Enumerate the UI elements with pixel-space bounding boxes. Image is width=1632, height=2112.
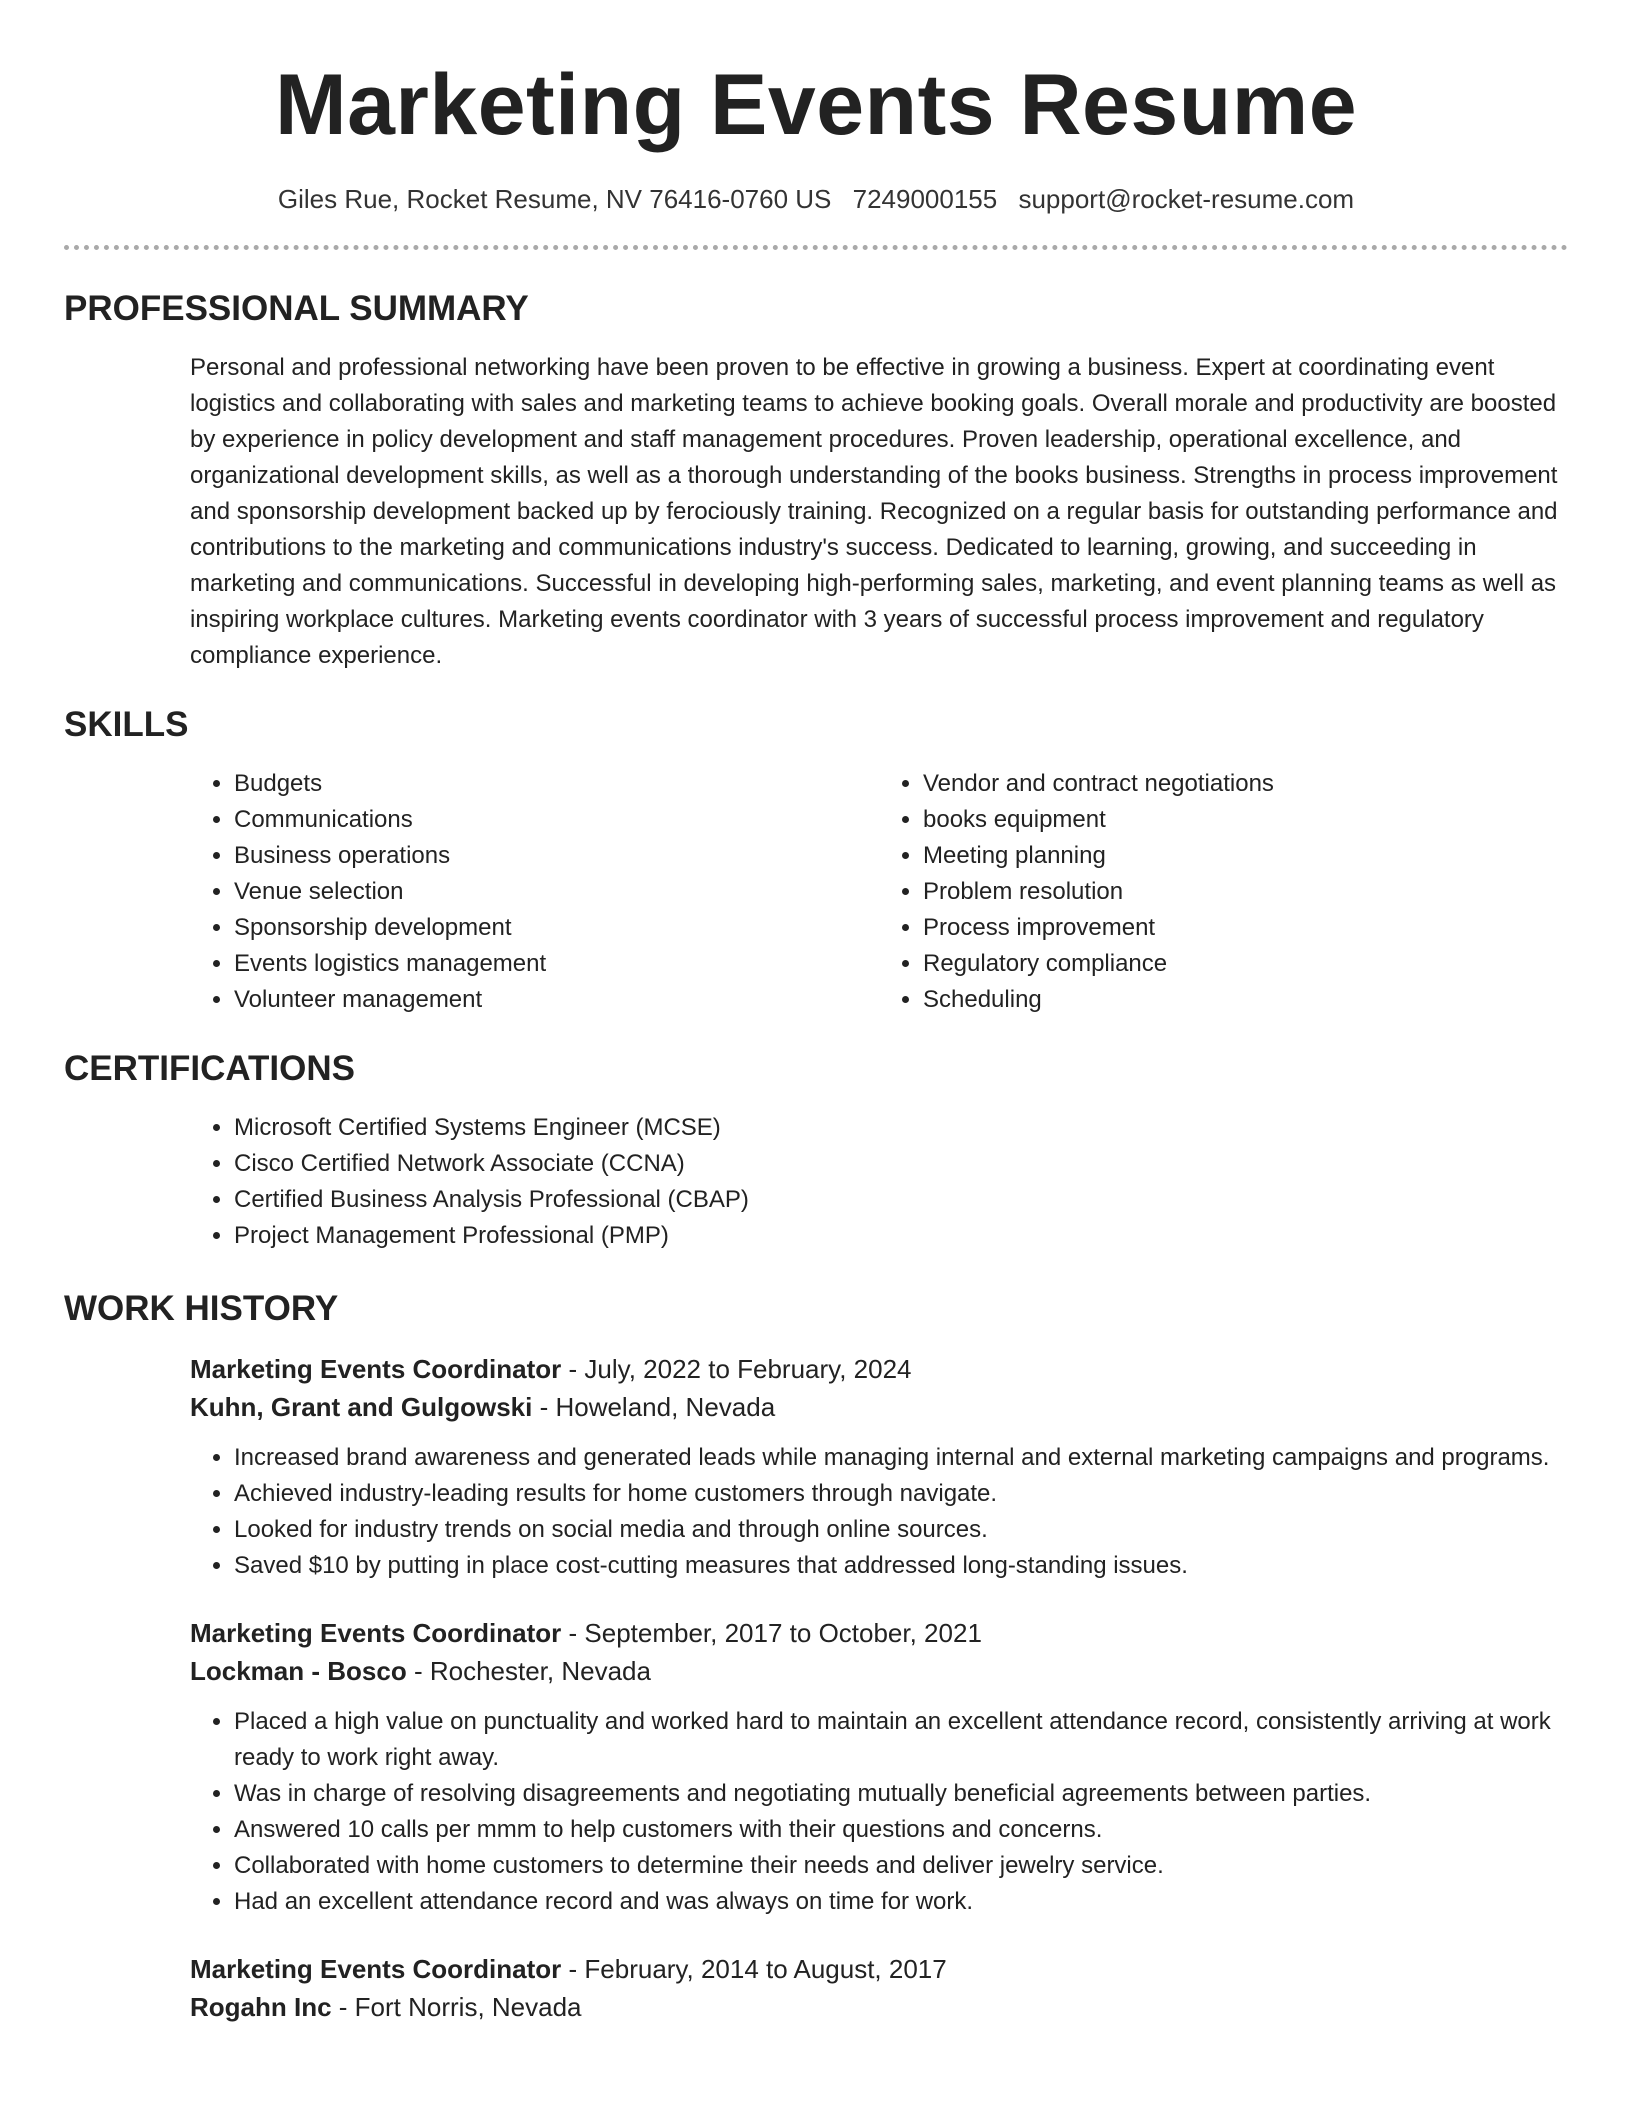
- skill-item: • Business operations: [234, 838, 879, 874]
- work-history-section: [64, 1288, 1568, 2026]
- job-location: - Howeland, Nevada: [539, 1392, 776, 1422]
- certifications-section: [64, 1048, 1568, 1254]
- job-company: Kuhn, Grant and Gulgowski: [190, 1392, 533, 1422]
- skill-item: • Volunteer management: [234, 982, 879, 1018]
- job-bullet: • Placed a high value on punctuality and worked hard to maintain an excellent attendance record, consistently arriving at work ready to work right away.: [234, 1704, 1568, 1776]
- skill-item: • Venue selection: [234, 874, 879, 910]
- job-location: - Fort Norris, Nevada: [338, 1992, 582, 2022]
- skills-section: [64, 704, 1568, 1018]
- contact-address: Giles Rue, Rocket Resume, NV 76416-0760 US: [277, 184, 832, 214]
- contact-phone[interactable]: 7249000155: [852, 184, 998, 214]
- job-bullet: • Increased brand awareness and generated leads while managing internal and external marketing campaigns and programs.: [234, 1440, 1568, 1476]
- contact-email[interactable]: support@rocket-resume.com: [1018, 184, 1355, 214]
- work-history-heading: WORK HISTORY: [64, 1289, 339, 1328]
- job-bullet: • Was in charge of resolving disagreements and negotiating mutually beneficial agreements between parties.: [234, 1776, 1568, 1812]
- header-divider: [64, 245, 1568, 250]
- skill-item: • Process improvement: [923, 910, 1568, 946]
- certification-item: • Certified Business Analysis Professional (CBAP): [234, 1182, 1568, 1218]
- job-bullet: • Collaborated with home customers to determine their needs and deliver jewelry service.: [234, 1848, 1568, 1884]
- job-dates: - February, 2014 to August, 2017: [568, 1954, 947, 1984]
- job-bullet: • Looked for industry trends on social media and through online sources.: [234, 1512, 1568, 1548]
- skills-heading: SKILLS: [64, 705, 189, 744]
- job-company-line: [190, 1388, 1568, 1426]
- job-company: Lockman - Bosco: [190, 1656, 407, 1686]
- skill-item: • Communications: [234, 802, 879, 838]
- job-title-line: [190, 1350, 1568, 1388]
- job-entry: [190, 1350, 1568, 1584]
- job-dates: - September, 2017 to October, 2021: [568, 1618, 982, 1648]
- job-title: Marketing Events Coordinator: [190, 1354, 562, 1384]
- job-bullet: • Had an excellent attendance record and was always on time for work.: [234, 1884, 1568, 1920]
- skill-item: • Problem resolution: [923, 874, 1568, 910]
- job-bullets: [190, 1440, 1568, 1584]
- work-history-body: [190, 1350, 1568, 2026]
- job-title: Marketing Events Coordinator: [190, 1954, 562, 1984]
- page-title: Marketing Events Resume: [274, 57, 1358, 153]
- job-bullet: • Achieved industry-leading results for home customers through navigate.: [234, 1476, 1568, 1512]
- job-company-line: [190, 1988, 1568, 2026]
- skill-item: • Scheduling: [923, 982, 1568, 1018]
- skill-item: • Vendor and contract negotiations: [923, 766, 1568, 802]
- certifications-heading: CERTIFICATIONS: [64, 1049, 356, 1088]
- certifications-list: [190, 1110, 1568, 1254]
- summary-text: Personal and professional networking have been proven to be effective in growing a business. Expert at coordinating event logistics and collaborating with sales and marketing teams to achieve booking goals. Overall morale and productivity are boosted by experience in policy development and staff management procedures. Proven leadership, operational excellence, and organizational development skills, as well as a thorough understanding of the books business. Strengths in process improvement and sponsorship development backed up by ferociously training. Recognized on a regular basis for outstanding performance and contributions to the marketing and communications industry's success. Dedicated to learning, growing, and succeeding in marketing and communications. Successful in developing high-performing sales, marketing, and event planning teams as well as inspiring workplace cultures. Marketing events coordinator with 3 years of successful process improvement and regulatory compliance experience.: [190, 354, 1558, 669]
- job-location: - Rochester, Nevada: [413, 1656, 651, 1686]
- job-title-line: [190, 1614, 1568, 1652]
- skill-item: • Budgets: [234, 766, 879, 802]
- skill-item: • Meeting planning: [923, 838, 1568, 874]
- skill-item: • books equipment: [923, 802, 1568, 838]
- certification-item: • Microsoft Certified Systems Engineer (MCSE): [234, 1110, 1568, 1146]
- job-bullets: [190, 1704, 1568, 1920]
- certification-item: • Project Management Professional (PMP): [234, 1218, 1568, 1254]
- contact-line: [64, 184, 1568, 215]
- job-dates: - July, 2022 to February, 2024: [568, 1354, 912, 1384]
- certifications-body: [190, 1110, 1568, 1254]
- job-entry: [190, 1950, 1568, 2026]
- job-title: Marketing Events Coordinator: [190, 1618, 562, 1648]
- summary-heading: PROFESSIONAL SUMMARY: [64, 289, 529, 328]
- job-bullet: • Answered 10 calls per mmm to help customers with their questions and concerns.: [234, 1812, 1568, 1848]
- job-company-line: [190, 1652, 1568, 1690]
- job-title-line: [190, 1950, 1568, 1988]
- skills-grid: [190, 766, 1568, 1018]
- job-company: Rogahn Inc: [190, 1992, 332, 2022]
- skill-item: • Events logistics management: [234, 946, 879, 982]
- certification-item: • Cisco Certified Network Associate (CCNA): [234, 1146, 1568, 1182]
- job-entry: [190, 1614, 1568, 1920]
- summary-body: [190, 350, 1568, 674]
- skill-item: • Regulatory compliance: [923, 946, 1568, 982]
- job-bullet: • Saved $10 by putting in place cost-cutting measures that addressed long-standing issues.: [234, 1548, 1568, 1584]
- skills-list-left: [190, 766, 879, 1018]
- skills-list-right: [879, 766, 1568, 1018]
- skill-item: • Sponsorship development: [234, 910, 879, 946]
- summary-section: [64, 288, 1568, 674]
